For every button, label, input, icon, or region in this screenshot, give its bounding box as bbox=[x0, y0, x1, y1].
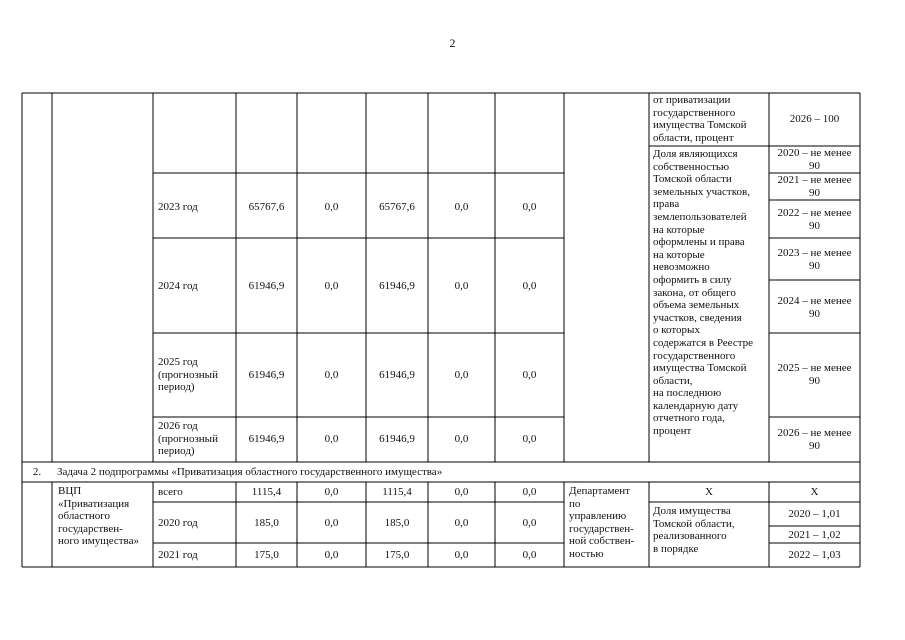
row-period: 2024 год bbox=[158, 280, 198, 292]
row-period: 2025 год (прогнозный период) bbox=[158, 356, 218, 394]
indicator-target-value: 2021 – 1,02 bbox=[788, 529, 841, 541]
row-regional: 1115,4 bbox=[382, 486, 412, 498]
row-regional: 61946,9 bbox=[379, 433, 415, 445]
indicator-target-value: 2023 – не менее 90 bbox=[777, 247, 852, 272]
row-federal: 0,0 bbox=[324, 369, 339, 381]
x-mark: Х bbox=[810, 486, 819, 498]
row-extrabudget: 0,0 bbox=[522, 369, 537, 381]
row-federal: 0,0 bbox=[324, 517, 339, 529]
row-local: 0,0 bbox=[454, 369, 469, 381]
indicator-target-value: 2020 – 1,01 bbox=[788, 508, 841, 520]
row-local: 0,0 bbox=[454, 517, 469, 529]
row-total: 61946,9 bbox=[248, 433, 285, 445]
indicator-land-share: Доля являющихся собственностью Томской области земельных участков, права землепользователей на которые оформлены и права на которые невозможно оформить в силу закона, от общего объема земельных участков, сведения о которых содержатся в Реестре государственного имущества Томской области, на последнюю календарную дату отчетного года, процент bbox=[653, 148, 754, 438]
row-total: 1115,4 bbox=[251, 486, 282, 498]
indicator-privatization-income: от приватизации государственного имущества Томской области, процент bbox=[653, 94, 747, 144]
indicator-target-value: 2026 – 100 bbox=[789, 113, 840, 125]
row-extrabudget: 0,0 bbox=[522, 280, 537, 292]
row-total: 65767,6 bbox=[248, 201, 285, 213]
program-name: ВЦП «Приватизация областного государствен- ного имущества» bbox=[58, 485, 139, 548]
indicator-target-value: 2022 – не менее 90 bbox=[777, 207, 852, 232]
row-regional: 175,0 bbox=[384, 549, 410, 561]
row-local: 0,0 bbox=[454, 486, 469, 498]
indicator-property-share: Доля имущества Томской области, реализованного в порядке bbox=[653, 505, 735, 555]
row-regional: 61946,9 bbox=[379, 280, 415, 292]
row-regional: 61946,9 bbox=[379, 369, 415, 381]
indicator-target-value: 2025 – не менее 90 bbox=[777, 362, 852, 387]
indicator-target-value: 2020 – не менее 90 bbox=[777, 147, 852, 172]
executor-department: Департамент по управлению государствен- ной собствен- ностью bbox=[569, 485, 635, 560]
row-local: 0,0 bbox=[454, 280, 469, 292]
row-extrabudget: 0,0 bbox=[522, 517, 537, 529]
row-period: 2021 год bbox=[158, 549, 198, 561]
row-federal: 0,0 bbox=[324, 433, 339, 445]
row-period: 2023 год bbox=[158, 201, 198, 213]
row-federal: 0,0 bbox=[324, 280, 339, 292]
row-extrabudget: 0,0 bbox=[522, 549, 537, 561]
row-local: 0,0 bbox=[454, 201, 469, 213]
row-period: всего bbox=[158, 486, 183, 498]
indicator-target-value: 2021 – не менее 90 bbox=[777, 174, 852, 199]
row-total: 61946,9 bbox=[248, 369, 285, 381]
indicator-target-value: 2026 – не менее 90 bbox=[777, 427, 852, 452]
row-federal: 0,0 bbox=[324, 549, 339, 561]
page-number: 2 bbox=[449, 36, 456, 50]
task-number: 2. bbox=[32, 466, 42, 478]
row-total: 61946,9 bbox=[248, 280, 285, 292]
row-total: 175,0 bbox=[254, 549, 279, 561]
indicator-target-value: 2022 – 1,03 bbox=[788, 549, 841, 561]
row-extrabudget: 0,0 bbox=[522, 433, 537, 445]
row-period: 2020 год bbox=[158, 517, 198, 529]
task-title: Задача 2 подпрограммы «Приватизация областного государственного имущества» bbox=[57, 466, 443, 478]
row-regional: 65767,6 bbox=[379, 201, 415, 213]
row-federal: 0,0 bbox=[324, 486, 339, 498]
row-regional: 185,0 bbox=[384, 517, 410, 529]
row-period: 2026 год (прогнозный период) bbox=[158, 420, 218, 458]
x-mark: Х bbox=[705, 486, 713, 498]
indicator-target-value: 2024 – не менее 90 bbox=[777, 295, 852, 320]
row-local: 0,0 bbox=[454, 433, 469, 445]
row-extrabudget: 0,0 bbox=[522, 201, 537, 213]
row-extrabudget: 0,0 bbox=[522, 486, 537, 498]
row-local: 0,0 bbox=[454, 549, 469, 561]
row-federal: 0,0 bbox=[324, 201, 339, 213]
row-total: 185,0 bbox=[254, 517, 279, 529]
